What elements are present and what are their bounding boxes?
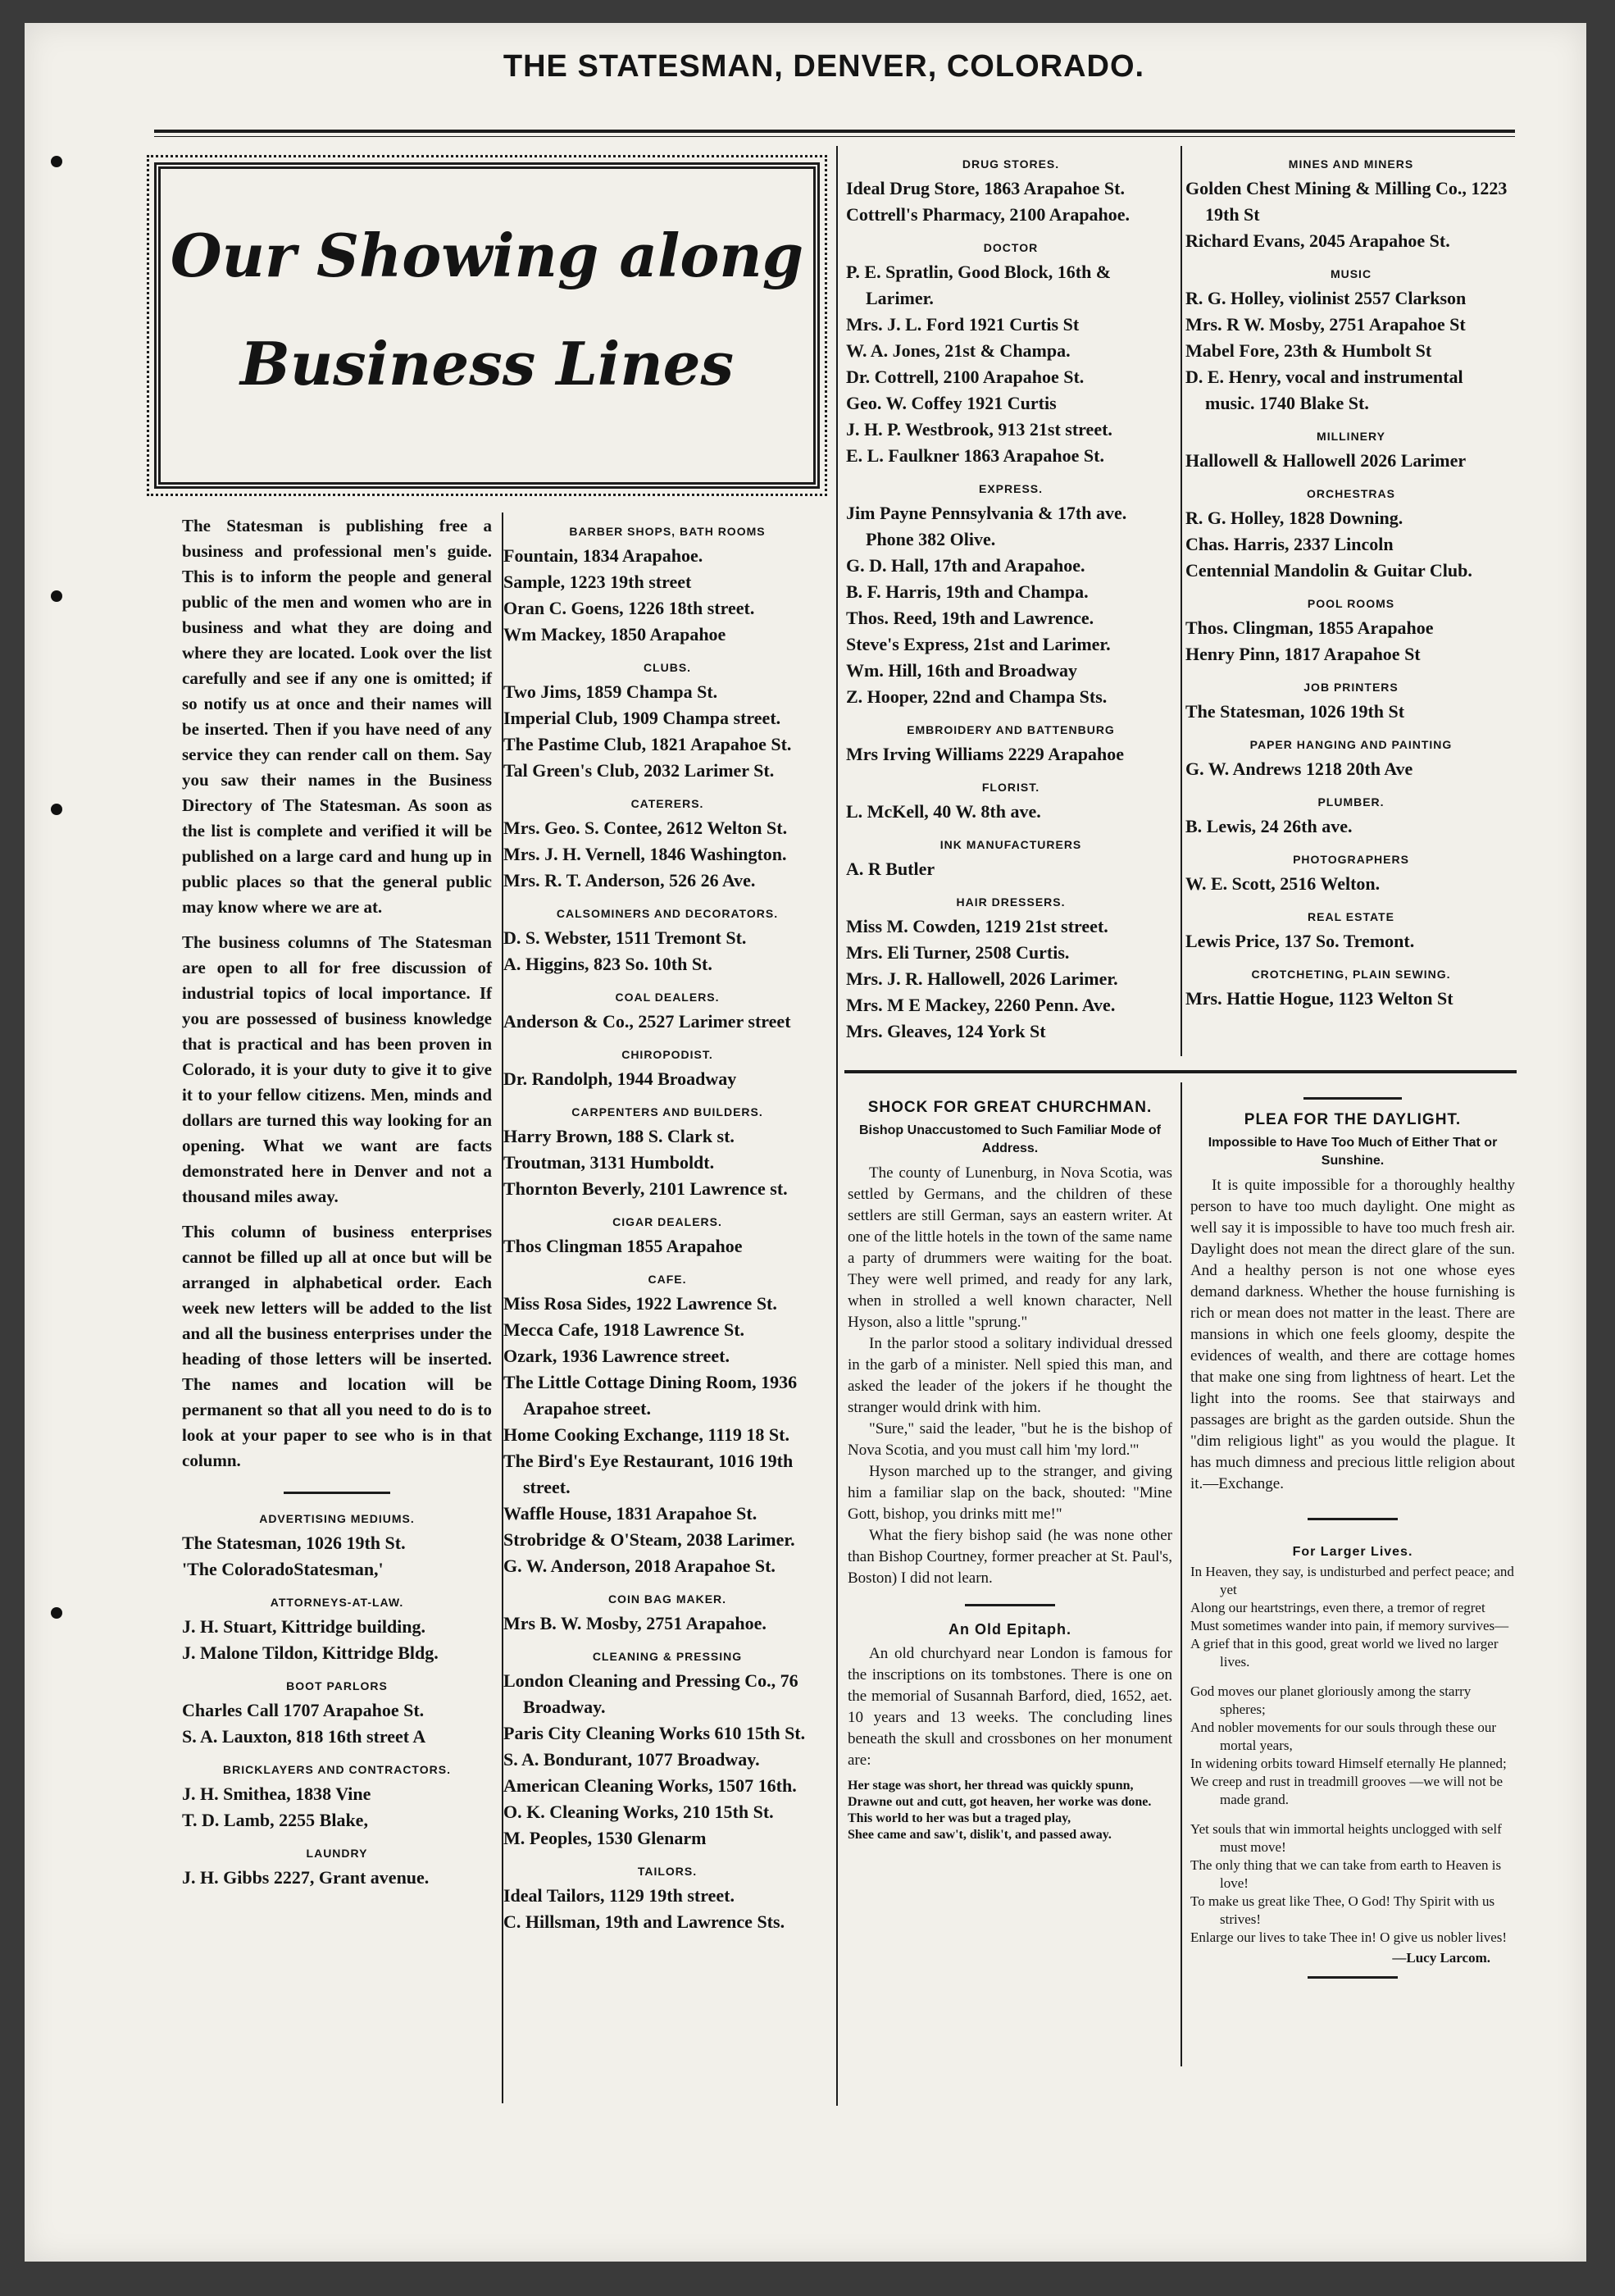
intro-column — [182, 513, 492, 1891]
directory-heading: ORCHESTRAS — [1306, 487, 1395, 500]
directory-entry: The Statesman, 1026 19th St. — [182, 1533, 406, 1553]
directory-entry: S. A. Bondurant, 1077 Broadway. — [503, 1749, 760, 1770]
directory-heading: TAILORS. — [637, 1865, 698, 1878]
directory-entry: Ideal Tailors, 1129 19th street. — [503, 1885, 735, 1906]
directory-entry: W. E. Scott, 2516 Welton. — [1185, 873, 1381, 894]
divider — [1308, 1518, 1398, 1520]
directory-entry: Charles Call 1707 Arapahoe St. — [182, 1700, 425, 1720]
article-paragraph: "Sure," said the leader, "but he is the bishop of Nova Scotia, and you must call him 'my lord.'" — [848, 1420, 1172, 1459]
article-paragraph: It is quite impossible for a thoroughly healthy person to have too much daylight. One might as well say it is impossible to have too much fresh air. Daylight does not mean the direct glare of the sun. And a healthy person is not one whose eyes demand darkness. Whether the house furnishing is rich or mean does not matter in the least. There are mansions in which one feels gloomy, despite the evidences of wealth, and there are cottage homes that make one sing from lightness of heart. Let the light into the rooms. See that stairways and passages are bright as the garden outside. Shun the "dim religious light" as you would the plague. It has much dimness and precious little religion about it.—Exchange. — [1190, 1177, 1515, 1492]
masthead-rule — [154, 130, 1515, 133]
directory-entry: Troutman, 3131 Humboldt. — [503, 1152, 715, 1173]
headline-box — [154, 162, 820, 489]
directory-entry: The Little Cottage Dining Room, 1936 Arapahoe street. — [503, 1372, 798, 1419]
stanza-gap — [1190, 1671, 1515, 1683]
directory-entry: Mrs. J. R. Hallowell, 2026 Larimer. — [846, 968, 1118, 989]
directory-entry: G. W. Anderson, 2018 Arapahoe St. — [503, 1556, 776, 1576]
directory-entry: T. D. Lamb, 2255 Blake, — [182, 1810, 368, 1830]
directory-entry: Mrs Irving Williams 2229 Arapahoe — [846, 744, 1124, 764]
directory-col-1 — [182, 1512, 492, 1891]
article-paragraph: In the parlor stood a solitary individual dressed in the garb of a minister. Nell spied this man, and asked the leader of the jokers if he thought the stranger would drink with him. — [848, 1335, 1172, 1416]
directory-entry: Mrs. R. T. Anderson, 526 26 Ave. — [503, 870, 756, 891]
directory-entry: 'The ColoradoStatesman,' — [182, 1559, 384, 1579]
directory-entry: Mrs. J. L. Ford 1921 Curtis St — [846, 314, 1080, 335]
directory-entry: Geo. W. Coffey 1921 Curtis — [846, 393, 1057, 413]
directory-entry: Jim Payne Pennsylvania & 17th ave. Phone 382 Olive. — [846, 503, 1127, 549]
directory-entry: G. D. Hall, 17th and Arapahoe. — [846, 555, 1085, 576]
section-rule — [844, 1070, 1517, 1073]
article-title: PLEA FOR THE DAYLIGHT. — [1244, 1111, 1462, 1128]
poem-line: God moves our planet gloriously among the starry spheres; — [1190, 1683, 1472, 1717]
directory-heading: ATTORNEYS-AT-LAW. — [270, 1596, 404, 1609]
directory-entry: A. R Butler — [846, 859, 935, 879]
directory-entry: L. McKell, 40 W. 8th ave. — [846, 801, 1041, 822]
directory-entry: Chas. Harris, 2337 Lincoln — [1185, 534, 1394, 554]
poem-line: The only thing that we can take from earth to Heaven is love! — [1190, 1857, 1502, 1891]
divider — [284, 1492, 390, 1494]
verse-line: Shee came and saw't, dislik't, and passed away. — [848, 1828, 1112, 1842]
directory-entry: Fountain, 1834 Arapahoe. — [503, 545, 703, 566]
directory-entry: Thos Clingman 1855 Arapahoe — [503, 1236, 743, 1256]
directory-col-2 — [503, 525, 831, 1935]
directory-heading: COAL DEALERS. — [615, 991, 720, 1004]
poem-line: In Heaven, they say, is undisturbed and perfect peace; and yet — [1190, 1564, 1514, 1597]
headline-line-2: Business Lines — [239, 329, 735, 399]
directory-entry: C. Hillsman, 19th and Lawrence Sts. — [503, 1911, 785, 1932]
directory-heading: DOCTOR — [983, 241, 1039, 254]
directory-heading: MUSIC — [1330, 267, 1372, 280]
directory-entry: J. H. Gibbs 2227, Grant avenue. — [182, 1867, 430, 1888]
directory-entry: Wm. Hill, 16th and Broadway — [846, 660, 1077, 681]
directory-entry: E. L. Faulkner 1863 Arapahoe St. — [846, 445, 1104, 466]
article-paragraph: What the fiery bishop said (he was none other than Bishop Courtney, former preacher at St. Paul's, Boston) I did not learn. — [848, 1527, 1172, 1587]
directory-heading: CROTCHETING, PLAIN SEWING. — [1251, 968, 1451, 981]
article-paragraph: An old churchyard near London is famous for the inscriptions on its tombstones. There is one on the memorial of Susannah Barford, died, 1652, aet. 10 years and 13 weeks. The concluding lines beneath the skull and crossbones on her monument are: — [848, 1645, 1172, 1769]
directory-entry: Thos. Clingman, 1855 Arapahoe — [1185, 617, 1434, 638]
directory-entry: Imperial Club, 1909 Champa street. — [503, 708, 781, 728]
directory-entry: Paris City Cleaning Works 610 15th St. — [503, 1723, 806, 1743]
directory-heading: EXPRESS. — [978, 482, 1044, 495]
article-title: An Old Epitaph. — [949, 1621, 1071, 1638]
directory-entry: Harry Brown, 188 S. Clark st. — [503, 1126, 735, 1146]
directory-entry: Mecca Cafe, 1918 Lawrence St. — [503, 1319, 745, 1340]
directory-entry: O. K. Cleaning Works, 210 15th St. — [503, 1802, 774, 1822]
punch-hole — [51, 590, 62, 602]
directory-entry: Anderson & Co., 2527 Larimer street — [503, 1011, 791, 1032]
directory-heading: MILLINERY — [1317, 430, 1385, 443]
directory-heading: INK MANUFACTURERS — [939, 838, 1082, 851]
directory-heading: JOB PRINTERS — [1303, 681, 1399, 694]
directory-heading: CATERERS. — [630, 797, 704, 810]
directory-entry: Mrs. R W. Mosby, 2751 Arapahoe St — [1185, 314, 1466, 335]
directory-entry: D. S. Webster, 1511 Tremont St. — [503, 927, 747, 948]
directory-entry: J. H. Stuart, Kittridge building. — [182, 1616, 426, 1637]
directory-heading: DRUG STORES. — [962, 157, 1060, 171]
directory-entry: The Pastime Club, 1821 Arapahoe St. — [503, 734, 792, 754]
intro-paragraph: The Statesman is publishing free a business and professional men's guide. This is to inform the people and general public of the men and women who are in business and what they are doing and where they are located. Look over the list carefully and see if any one is omitted; if so notify us at once and their names will be inserted. Then if you have need of any service they can render call on them. Say you saw their names in the Business Directory of The Statesman. As soon as the list is complete and verified it will be published on a large card and hung up in public places so that the general public may know where we are at. — [182, 516, 492, 917]
directory-heading: LAUNDRY — [306, 1847, 368, 1860]
directory-heading: POOL ROOMS — [1307, 597, 1395, 610]
directory-entry: Mabel Fore, 23th & Humbolt St — [1185, 340, 1432, 361]
article-paragraph: Hyson marched up to the stranger, and giving him a familiar slap on the back, shouted: "Mine Gott, bishop, you drinks mitt me!" — [848, 1463, 1172, 1523]
directory-entry: Waffle House, 1831 Arapahoe St. — [503, 1503, 757, 1524]
divider — [965, 1604, 1055, 1606]
directory-entry: Dr. Cottrell, 2100 Arapahoe St. — [846, 367, 1085, 387]
directory-heading: FLORIST. — [981, 781, 1040, 794]
column-rule — [1181, 1082, 1182, 2066]
directory-entry: Oran C. Goens, 1226 18th street. — [503, 598, 755, 618]
directory-heading: CLEANING & PRESSING — [592, 1650, 743, 1663]
directory-heading: EMBROIDERY AND BATTENBURG — [907, 723, 1115, 736]
directory-entry: Mrs. Hattie Hogue, 1123 Welton St — [1185, 988, 1454, 1009]
directory-entry: Centennial Mandolin & Guitar Club. — [1185, 560, 1472, 581]
article-subtitle: Impossible to Have Too Much of Either That or Sunshine. — [1208, 1136, 1498, 1168]
directory-entry: Henry Pinn, 1817 Arapahoe St — [1185, 644, 1421, 664]
poem-line: In widening orbits toward Himself eternally He planned; — [1190, 1756, 1507, 1771]
directory-entry: The Bird's Eye Restaurant, 1016 19th street. — [503, 1451, 794, 1497]
directory-entry: J. H. P. Westbrook, 913 21st street. — [846, 419, 1112, 440]
directory-entry: B. Lewis, 24 26th ave. — [1185, 816, 1353, 836]
directory-heading: BARBER SHOPS, BATH ROOMS — [569, 525, 766, 538]
directory-heading: PHOTOGRAPHERS — [1293, 853, 1409, 866]
directory-entry: M. Peoples, 1530 Glenarm — [503, 1828, 707, 1848]
directory-entry: R. G. Holley, violinist 2557 Clarkson — [1185, 288, 1467, 308]
directory-entry: Wm Mackey, 1850 Arapahoe — [503, 624, 726, 645]
directory-entry: Mrs. Geo. S. Contee, 2612 Welton St. — [503, 818, 788, 838]
directory-entry: The Statesman, 1026 19th St — [1185, 701, 1405, 722]
directory-entry: Richard Evans, 2045 Arapahoe St. — [1185, 230, 1450, 251]
directory-entry: J. Malone Tildon, Kittridge Bldg. — [182, 1642, 439, 1663]
directory-entry: G. W. Andrews 1218 20th Ave — [1185, 758, 1413, 779]
directory-col-4 — [1185, 157, 1517, 1012]
directory-heading: CAFE. — [648, 1273, 687, 1286]
directory-entry: Miss Rosa Sides, 1922 Lawrence St. — [503, 1293, 777, 1314]
article-shock-for-great-churchman — [848, 1099, 1172, 1843]
masthead: THE STATESMAN, DENVER, COLORADO. — [503, 49, 1145, 84]
column-rule — [1181, 146, 1182, 1056]
directory-entry: London Cleaning and Pressing Co., 76 Broadway. — [503, 1670, 798, 1717]
verse-line: Drawne out and cutt, got heaven, her worke was done. — [848, 1795, 1152, 1809]
directory-entry: W. A. Jones, 21st & Champa. — [846, 340, 1071, 361]
article-subtitle: Bishop Unaccustomed to Such Familiar Mode of Address. — [858, 1123, 1162, 1155]
directory-entry: B. F. Harris, 19th and Champa. — [846, 581, 1089, 602]
stanza-gap — [1190, 1809, 1515, 1820]
directory-heading: CARPENTERS AND BUILDERS. — [571, 1105, 763, 1118]
verse-line: Her stage was short, her thread was quickly spunn, — [848, 1779, 1134, 1793]
directory-heading: BRICKLAYERS AND CONTRACTORS. — [223, 1763, 451, 1776]
directory-heading: CHIROPODIST. — [621, 1048, 713, 1061]
poem-line: A grief that in this good, great world we lived no larger lives. — [1190, 1636, 1499, 1670]
directory-entry: Dr. Randolph, 1944 Broadway — [503, 1068, 737, 1089]
directory-heading: ADVERTISING MEDIUMS. — [259, 1512, 415, 1525]
poem-line: Along our heartstrings, even there, a tremor of regret — [1190, 1600, 1485, 1615]
directory-entry: American Cleaning Works, 1507 16th. — [503, 1775, 797, 1796]
directory-col-3 — [846, 157, 1176, 1045]
directory-entry: Lewis Price, 137 So. Tremont. — [1185, 931, 1415, 951]
directory-heading: BOOT PARLORS — [286, 1679, 388, 1692]
directory-entry: Cottrell's Pharmacy, 2100 Arapahoe. — [846, 204, 1130, 225]
intro-paragraph: The business columns of The Statesman are open to all for free discussion of industrial topics of local importance. If you are possessed of business knowledge that is practical and has been proven in Colorado, it is your duty to give it to give it to your fellow citizens. Men, minds and dollars are turned this way looking for an opening. What we want are facts demonstrated here in Denver and not a thousand miles away. — [182, 932, 492, 1206]
directory-entry: Mrs B. W. Mosby, 2751 Arapahoe. — [503, 1613, 767, 1633]
directory-entry: Hallowell & Hallowell 2026 Larimer — [1185, 450, 1467, 471]
divider — [1303, 1097, 1402, 1100]
poem-body — [1190, 1563, 1515, 1947]
divider — [1308, 1976, 1398, 1979]
article-paragraph: The county of Lunenburg, in Nova Scotia, was settled by Germans, and the children of these settlers are still German, says an eastern writer. At one of the little hotels in the town of the same name a party of drummers were waiting for the boat. They were well primed, and ready for any lark, when in strolled a well known character, Nell Hyson, also a little "sprung." — [848, 1164, 1172, 1331]
directory-heading: PAPER HANGING AND PAINTING — [1249, 738, 1453, 751]
directory-entry: A. Higgins, 823 So. 10th St. — [503, 954, 712, 974]
directory-entry: Strobridge & O'Steam, 2038 Larimer. — [503, 1529, 795, 1550]
directory-heading: CLUBS. — [643, 661, 692, 674]
poem-line: To make us great like Thee, O God! Thy Spirit with us strives! — [1190, 1893, 1495, 1927]
column-rule — [836, 146, 838, 2106]
punch-hole — [51, 804, 62, 815]
epitaph-verse — [848, 1778, 1172, 1843]
poem-line: And nobler movements for our souls through these our mortal years, — [1190, 1720, 1496, 1753]
article-plea-for-the-daylight — [1190, 1097, 1515, 1988]
directory-entry: Thornton Beverly, 2101 Lawrence st. — [503, 1178, 788, 1199]
directory-heading: COIN BAG MAKER. — [607, 1592, 727, 1606]
directory-entry: Mrs. Eli Turner, 2508 Curtis. — [846, 942, 1070, 963]
directory-heading: REAL ESTATE — [1308, 910, 1394, 923]
directory-entry: Two Jims, 1859 Champa St. — [503, 681, 718, 702]
directory-entry: D. E. Henry, vocal and instrumental music. 1740 Blake St. — [1185, 367, 1463, 413]
poem-title: For Larger Lives. — [1292, 1545, 1413, 1559]
directory-entry: Mrs. M E Mackey, 2260 Penn. Ave. — [846, 995, 1116, 1015]
directory-heading: CALSOMINERS AND DECORATORS. — [556, 907, 779, 920]
masthead-rule-thin — [154, 136, 1515, 137]
directory-heading: CIGAR DEALERS. — [612, 1215, 722, 1228]
directory-heading: PLUMBER. — [1317, 795, 1385, 809]
directory-entry: P. E. Spratlin, Good Block, 16th & Larimer. — [846, 262, 1112, 308]
intro-paragraph: This column of business enterprises cannot be filled up all at once but will be arranged in alphabetical order. Each week new letters will be added to the list and all the business enterprises under the heading of those letters will be inserted. The names and location will be permanent so that all you need to do is to look at your paper to see who is in that column. — [182, 1222, 492, 1470]
directory-entry: Steve's Express, 21st and Larimer. — [846, 634, 1111, 654]
poem-line: Yet souls that win immortal heights unclogged with self must move! — [1190, 1821, 1502, 1855]
directory-entry: Golden Chest Mining & Milling Co., 1223 19th St — [1185, 178, 1508, 225]
verse-line: This world to her was but a traged play, — [848, 1811, 1071, 1825]
poem-line: Enlarge our lives to take Thee in! O give us nobler lives! — [1190, 1929, 1508, 1945]
directory-entry: S. A. Lauxton, 818 16th street A — [182, 1726, 426, 1747]
directory-entry: Sample, 1223 19th street — [503, 572, 692, 592]
punch-hole — [51, 156, 62, 167]
directory-entry: Thos. Reed, 19th and Lawrence. — [846, 608, 1094, 628]
directory-entry: J. H. Smithea, 1838 Vine — [182, 1784, 371, 1804]
directory-entry: Mrs. Gleaves, 124 York St — [846, 1021, 1046, 1041]
poem-line: We creep and rust in treadmill grooves —we will not be made grand. — [1190, 1774, 1504, 1807]
directory-entry: Home Cooking Exchange, 1119 18 St. — [503, 1424, 789, 1445]
punch-hole — [51, 1607, 62, 1619]
directory-heading: MINES AND MINERS — [1288, 157, 1414, 171]
directory-entry: R. G. Holley, 1828 Downing. — [1185, 508, 1403, 528]
headline-line-1: Our Showing along — [170, 221, 804, 290]
directory-entry: Ideal Drug Store, 1863 Arapahoe St. — [846, 178, 1125, 198]
poem-author: —Lucy Larcom. — [1392, 1950, 1490, 1966]
directory-entry: Mrs. J. H. Vernell, 1846 Washington. — [503, 844, 787, 864]
directory-entry: Z. Hooper, 22nd and Champa Sts. — [846, 686, 1108, 707]
directory-entry: Tal Green's Club, 2032 Larimer St. — [503, 760, 775, 781]
directory-entry: Miss M. Cowden, 1219 21st street. — [846, 916, 1108, 936]
article-title: SHOCK FOR GREAT CHURCHMAN. — [867, 1099, 1153, 1116]
directory-entry: Ozark, 1936 Lawrence street. — [503, 1346, 730, 1366]
directory-heading: HAIR DRESSERS. — [956, 895, 1066, 909]
poem-line: Must sometimes wander into pain, if memory survives— — [1190, 1618, 1509, 1633]
